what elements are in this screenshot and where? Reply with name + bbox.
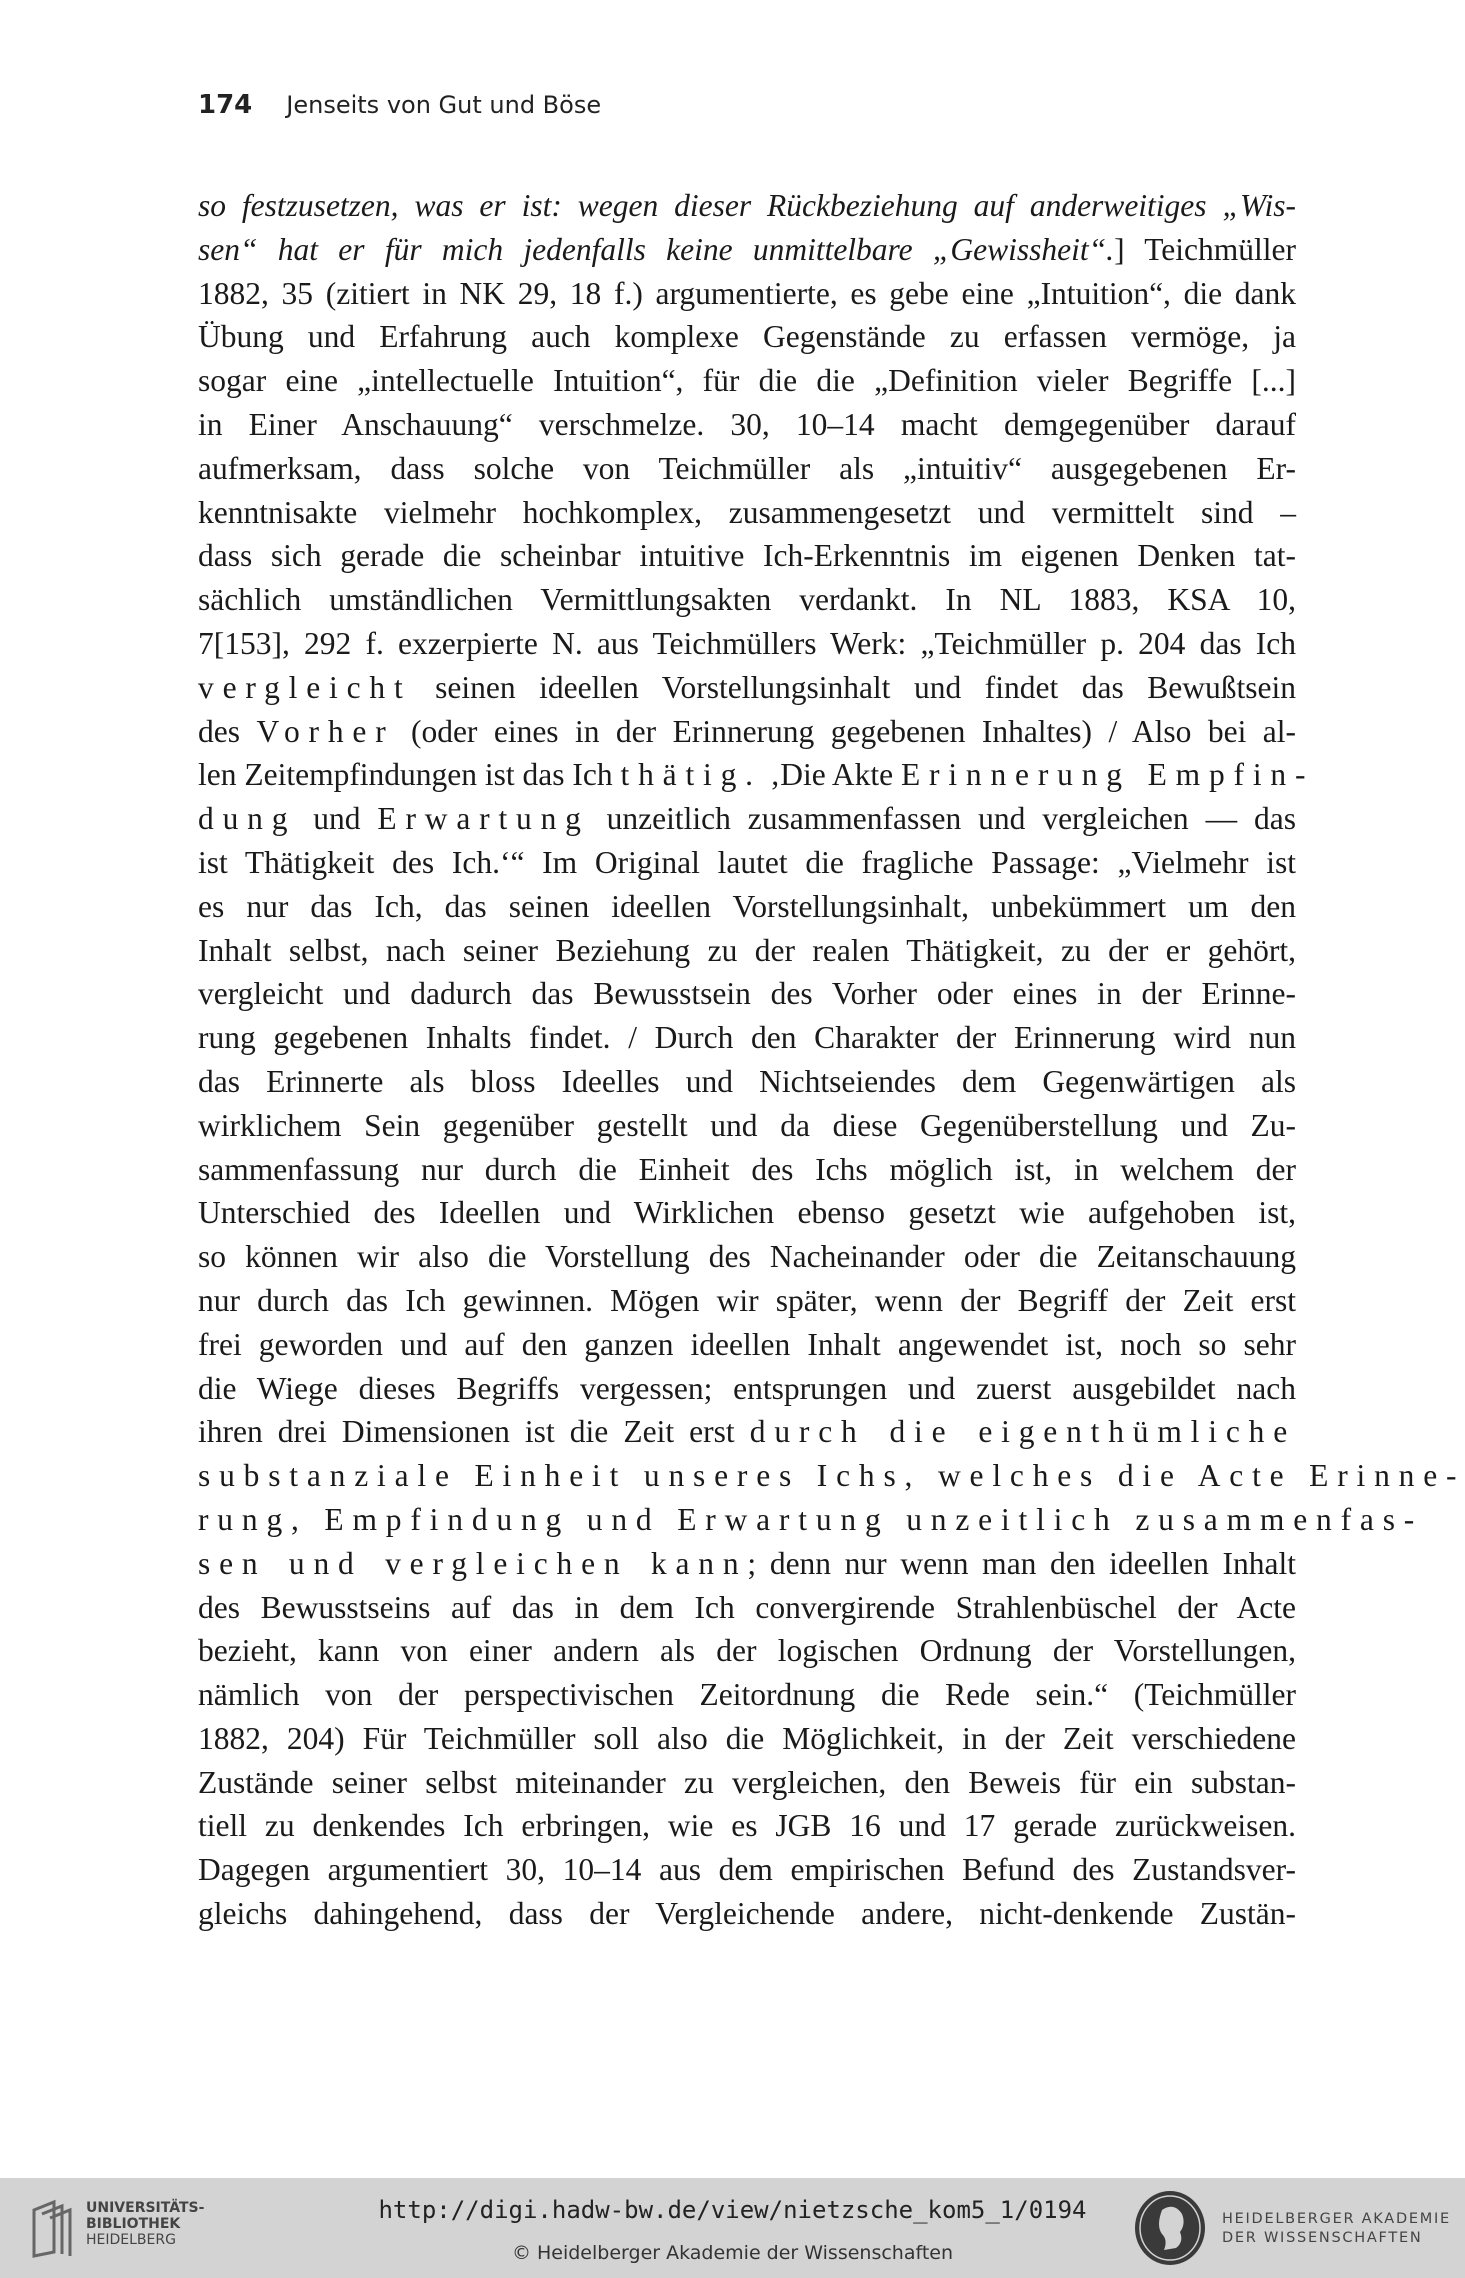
text-line: [198, 1673, 1296, 1717]
text-line: [198, 710, 1296, 754]
text-line: [198, 1892, 1296, 1936]
text-run: in Einer Anschauung“ verschmelze. 30, 10–14 macht demgegenüber darauf: [198, 406, 1296, 442]
text-line: [198, 272, 1296, 316]
italic-quote: so festzusetzen, was er ist: wegen dieser Rückbeziehung auf anderweitiges „Wis-: [198, 188, 1296, 223]
text-run: so können wir also die Vorstellung des Nacheinander oder die Zeitanschauung: [198, 1239, 1296, 1275]
permalink-url[interactable]: http://digi.hadw-bw.de/view/nietzsche_kom5_1/0194: [378, 2196, 1087, 2224]
running-title: Jenseits von Gut und Böse: [286, 91, 602, 119]
text-line: [198, 1148, 1296, 1192]
text-run: nämlich von der perspectivischen Zeitordnung die Rede sein.“ (Teichmüller: [198, 1677, 1296, 1713]
text-run: gleichs dahingehend, dass der Vergleichende andere, nicht-denkende Zustän-: [198, 1896, 1296, 1932]
text-run: und: [296, 801, 378, 837]
ub-name-line: HEIDELBERG: [86, 2232, 176, 2248]
text-line: [198, 534, 1296, 578]
text-run: len Zeitempfindungen ist das Ich: [198, 757, 621, 793]
text-run: frei geworden und auf den ganzen ideellen Inhalt angewendet ist, noch so sehr: [198, 1326, 1296, 1362]
text-line: [198, 1191, 1296, 1235]
text-line: [198, 578, 1296, 622]
italic-quote: sen“ hat er für mich jedenfalls keine unmittelbare „Gewissheit“.: [198, 231, 1115, 267]
text-run: 1882, 204) Für Teichmüller soll also die Möglichkeit, in der Zeit verschiedene: [198, 1720, 1296, 1756]
text-run: das Erinnerte als bloss Ideelles und Nichtseiendes dem Gegenwärtigen als: [198, 1063, 1296, 1099]
text-line: [198, 491, 1296, 535]
text-run: des Bewusstseins auf das in dem Ich convergirende Strahlenbüschel der Acte: [198, 1589, 1296, 1625]
text-run: dass sich gerade die scheinbar intuitive Ich-Erkenntnis im eigenen Denken tat-: [198, 538, 1296, 574]
text-line: [198, 885, 1296, 929]
spaced-emphasis: vergleicht: [198, 669, 412, 705]
text-line: [198, 1498, 1424, 1542]
text-line: [198, 972, 1296, 1016]
text-line: [198, 929, 1296, 973]
text-run: unzeitlich zusammenfassen und vergleichen — das: [589, 801, 1297, 837]
text-line: [198, 841, 1296, 885]
academy-name-line: DER WISSENSCHAFTEN: [1222, 2230, 1423, 2246]
text-line: [198, 1104, 1296, 1148]
text-run: rung gegebenen Inhalts findet. / Durch den Charakter der Erinnerung wird nun: [198, 1020, 1296, 1056]
text-line: [198, 1323, 1296, 1367]
text-line: [198, 184, 1296, 228]
text-run: Unterschied des Ideellen und Wirklichen ebenso gesetzt wie aufgehoben ist,: [198, 1195, 1296, 1231]
text-line: [198, 1367, 1296, 1411]
academy-name: [1222, 2210, 1451, 2248]
text-run: (oder eines in der Erinnerung gegebenen Inhaltes) / Also bei al-: [394, 713, 1297, 749]
text-line: [198, 403, 1296, 447]
text-run: sächlich umständlichen Vermittlungsakten verdankt. In NL 1883, KSA 10,: [198, 582, 1296, 618]
spaced-emphasis: sen und vergleichen kann: [198, 1545, 748, 1581]
text-run: ; denn nur wenn man den ideellen Inhalt: [747, 1545, 1296, 1581]
text-run: ] Teichmüller: [1114, 231, 1296, 267]
text-run: 7[153], 292 f. exzerpierte N. aus Teichmüllers Werk: „Teichmüller p. 204 das Ich: [198, 625, 1296, 661]
spaced-emphasis: dung: [198, 801, 297, 837]
text-line: [198, 447, 1296, 491]
text-line: [198, 359, 1296, 403]
text-line: [198, 1717, 1296, 1761]
text-line: [198, 1804, 1296, 1848]
footer-bar: [0, 2178, 1465, 2278]
text-line: [198, 622, 1296, 666]
text-run: bezieht, kann von einer andern als der logischen Ordnung der Vorstellungen,: [198, 1633, 1296, 1669]
text-run: die Wiege dieses Begriffs vergessen; entsprungen und zuerst ausgebildet nach: [198, 1370, 1296, 1406]
copyright-notice: © Heidelberger Akademie der Wissenschaften: [511, 2242, 954, 2264]
text-run: aufmerksam, dass solche von Teichmüller als „intuitiv“ ausgegebenen Er-: [198, 450, 1296, 486]
text-line: [198, 1848, 1296, 1892]
page-number: 174: [198, 90, 253, 120]
text-line: [198, 315, 1296, 359]
academy-seal-logo-icon: [1132, 2188, 1208, 2268]
text-run: seinen ideellen Vorstellungsinhalt und findet das Bewußtsein: [411, 669, 1296, 705]
spaced-emphasis: Erwartung: [377, 801, 590, 837]
text-line: [198, 1279, 1296, 1323]
text-run: nur durch das Ich gewinnen. Mögen wir später, wenn der Begriff der Zeit erst: [198, 1282, 1296, 1318]
text-run: Zustände seiner selbst miteinander zu vergleichen, den Beweis für ein substan-: [198, 1764, 1296, 1800]
spaced-emphasis: substanziale Einheit unseres Ichs, welches die Acte Erinne-: [198, 1458, 1465, 1494]
text-line: [198, 1235, 1296, 1279]
text-line: [198, 753, 1315, 797]
spaced-emphasis: Vorher: [256, 713, 395, 749]
text-line: [198, 1761, 1296, 1805]
text-line: [198, 666, 1296, 710]
ub-name-line: BIBLIOTHEK: [86, 2216, 181, 2232]
text-run: ‚Die Akte: [761, 757, 901, 793]
text-run: sammenfassung nur durch die Einheit des Ichs möglich ist, in welchem der: [198, 1151, 1296, 1187]
text-run: Übung und Erfahrung auch komplexe Gegenstände zu erfassen vermöge, ja: [198, 319, 1296, 355]
text-line: [198, 1016, 1296, 1060]
text-line: [198, 1454, 1465, 1498]
text-run: des: [198, 713, 257, 749]
running-header: [198, 90, 601, 120]
text-run: es nur das Ich, das seinen ideellen Vorstellungsinhalt, unbekümmert um den: [198, 888, 1296, 924]
text-run: ihren drei Dimensionen ist die Zeit erst: [198, 1414, 750, 1450]
text-line: [198, 797, 1296, 841]
text-line: [198, 1542, 1296, 1586]
spaced-emphasis: durch die eigenthümliche: [749, 1414, 1296, 1450]
text-run: wirklichem Sein gegenüber gestellt und da diese Gegenüberstellung und Zu-: [198, 1107, 1296, 1143]
text-line: [198, 1586, 1296, 1630]
text-line: [198, 1060, 1296, 1104]
text-run: Dagegen argumentiert 30, 10–14 aus dem empirischen Befund des Zustandsver-: [198, 1852, 1296, 1888]
text-run: Inhalt selbst, nach seiner Beziehung zu der realen Thätigkeit, zu der er gehört,: [198, 932, 1296, 968]
spaced-emphasis: thätig.: [620, 757, 762, 793]
text-run: kenntnisakte vielmehr hochkomplex, zusammengesetzt und vermittelt sind –: [198, 494, 1296, 530]
text-line: [198, 1629, 1296, 1673]
text-run: sogar eine „intellectuelle Intuition“, für die die „Definition vieler Begriffe [...]: [198, 363, 1296, 399]
ub-name-line: UNIVERSITÄTS-: [86, 2200, 205, 2216]
text-run: ist Thätigkeit des Ich.‘“ Im Original lautet die fragliche Passage: „Vielmehr ist: [198, 844, 1296, 880]
text-run: 1882, 35 (zitiert in NK 29, 18 f.) argumentierte, es gebe eine „Intuition“, die dank: [198, 275, 1296, 311]
text-run: tiell zu denkendes Ich erbringen, wie es JGB 16 und 17 gerade zurückweisen.: [198, 1808, 1296, 1844]
text-line: [198, 1410, 1296, 1454]
text-run: vergleicht und dadurch das Bewusstsein des Vorher oder eines in der Erinne-: [198, 976, 1296, 1012]
text-line: [198, 228, 1296, 272]
spaced-emphasis: rung, Empfindung und Erwartung unzeitlich zusammenfas-: [198, 1501, 1424, 1537]
academy-name-line: HEIDELBERGER AKADEMIE: [1222, 2211, 1451, 2227]
spaced-emphasis: Erinnerung Empfin-: [900, 757, 1315, 793]
commentary-text: [198, 184, 1465, 1936]
